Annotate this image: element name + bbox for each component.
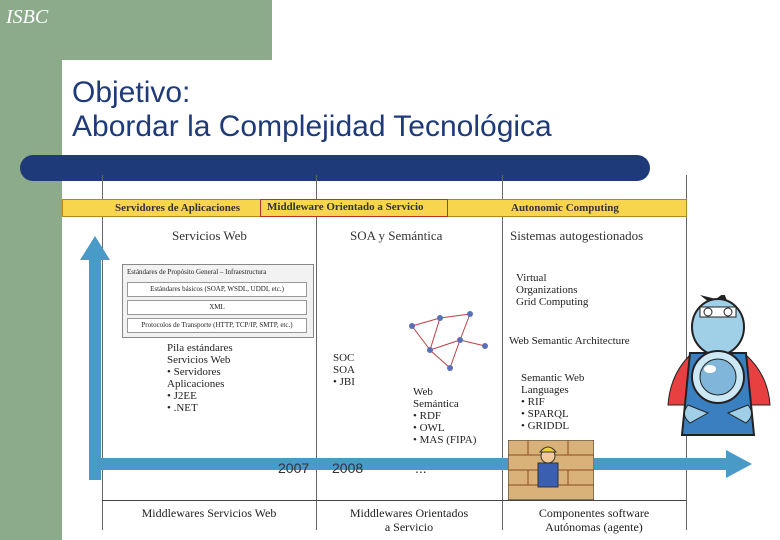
list-item: Web bbox=[413, 386, 433, 398]
band-label-middleware: Middleware Orientado a Servicio bbox=[267, 201, 424, 213]
green-left-strip bbox=[0, 0, 62, 540]
horizontal-axis-arrow bbox=[89, 458, 729, 470]
soa-list bbox=[333, 352, 355, 388]
label-line: Middlewares Orientados bbox=[349, 506, 469, 520]
section-autogestionados: Sistemas autogestionados bbox=[510, 228, 644, 243]
column-line-1 bbox=[102, 175, 103, 530]
year-2008: 2008 bbox=[332, 460, 364, 476]
page-title bbox=[72, 76, 552, 144]
pila-estandares-list bbox=[167, 342, 233, 414]
list-item: Servicios Web bbox=[167, 354, 231, 366]
title-underline-bar bbox=[20, 155, 650, 181]
web-semantic-architecture: Web Semantic Architecture bbox=[509, 335, 630, 347]
year-ellipsis: ... bbox=[415, 460, 427, 476]
list-item: Pila estándares bbox=[167, 342, 233, 354]
label-line: a Servicio bbox=[384, 520, 434, 534]
list-item: Aplicaciones bbox=[167, 378, 225, 390]
logo: ISBC bbox=[6, 6, 49, 28]
semantic-web-languages bbox=[521, 372, 584, 432]
label-line: Componentes software bbox=[538, 506, 650, 520]
bottom-divider-1 bbox=[102, 500, 316, 501]
list-item: • MAS (FIPA) bbox=[413, 434, 477, 446]
list-item: Virtual bbox=[516, 272, 547, 284]
title-line-1: Objetivo: bbox=[72, 76, 191, 109]
web-semantica-list bbox=[413, 386, 476, 446]
list-item: • RDF bbox=[413, 410, 441, 422]
label-line: Autónomas (agente) bbox=[545, 520, 643, 534]
year-2007: 2007 bbox=[278, 460, 310, 476]
arrow-head-right-icon bbox=[726, 450, 752, 478]
band-label-autonomic: Autonomic Computing bbox=[511, 202, 619, 214]
bottom-label-componentes bbox=[502, 506, 686, 534]
list-item: Semántica bbox=[413, 398, 459, 410]
band-label-servers: Servidores de Aplicaciones bbox=[115, 202, 241, 214]
bottom-label-middlewares-servicio bbox=[316, 506, 502, 534]
stack-layer-general: Estándares de Propósito General – Infraestructura bbox=[127, 268, 267, 276]
list-item: SOA bbox=[333, 364, 356, 376]
list-item: SOC bbox=[333, 352, 355, 364]
list-item: Languages bbox=[521, 384, 569, 396]
fortune-teller-illustration-icon bbox=[650, 295, 780, 445]
section-servicios-web: Servicios Web bbox=[172, 228, 247, 243]
list-item: • RIF bbox=[521, 396, 545, 408]
bottom-label-middlewares-web: Middlewares Servicios Web bbox=[141, 506, 277, 520]
web-services-stack bbox=[122, 264, 314, 338]
arrow-head-up-icon bbox=[80, 236, 110, 260]
list-item: • J2EE bbox=[167, 390, 197, 402]
list-item: • .NET bbox=[167, 402, 198, 414]
list-item: • SPARQL bbox=[521, 408, 569, 420]
stack-layer-transport: Protocolos de Transporte (HTTP, TCP/IP, SMTP, etc.) bbox=[127, 318, 307, 333]
list-item: • GRIDDL bbox=[521, 420, 570, 432]
bottom-divider-3 bbox=[502, 500, 686, 501]
section-soa-semantica: SOA y Semántica bbox=[350, 228, 443, 243]
column-line-3 bbox=[502, 175, 503, 530]
band-highlight-middleware bbox=[260, 199, 448, 217]
list-item: Organizations bbox=[516, 284, 578, 296]
stack-layer-basic: Estándares básicos (SOAP, WSDL, UDDI, etc.) bbox=[127, 282, 307, 297]
list-item: Grid Computing bbox=[516, 296, 589, 308]
stack-layer-xml: XML bbox=[127, 300, 307, 315]
vertical-axis-arrow bbox=[89, 258, 101, 480]
virtual-organizations bbox=[516, 272, 588, 308]
builder-illustration-icon bbox=[508, 440, 594, 500]
list-item: • JBI bbox=[333, 376, 355, 388]
list-item: Semantic Web bbox=[521, 372, 585, 384]
list-item: • Servidores bbox=[167, 366, 221, 378]
list-item: • OWL bbox=[413, 422, 445, 434]
column-line-2 bbox=[316, 175, 317, 530]
semantic-network-graph bbox=[400, 308, 500, 378]
title-line-2: Abordar la Complejidad Tecnológica bbox=[72, 110, 552, 143]
bottom-divider-2 bbox=[316, 500, 502, 501]
